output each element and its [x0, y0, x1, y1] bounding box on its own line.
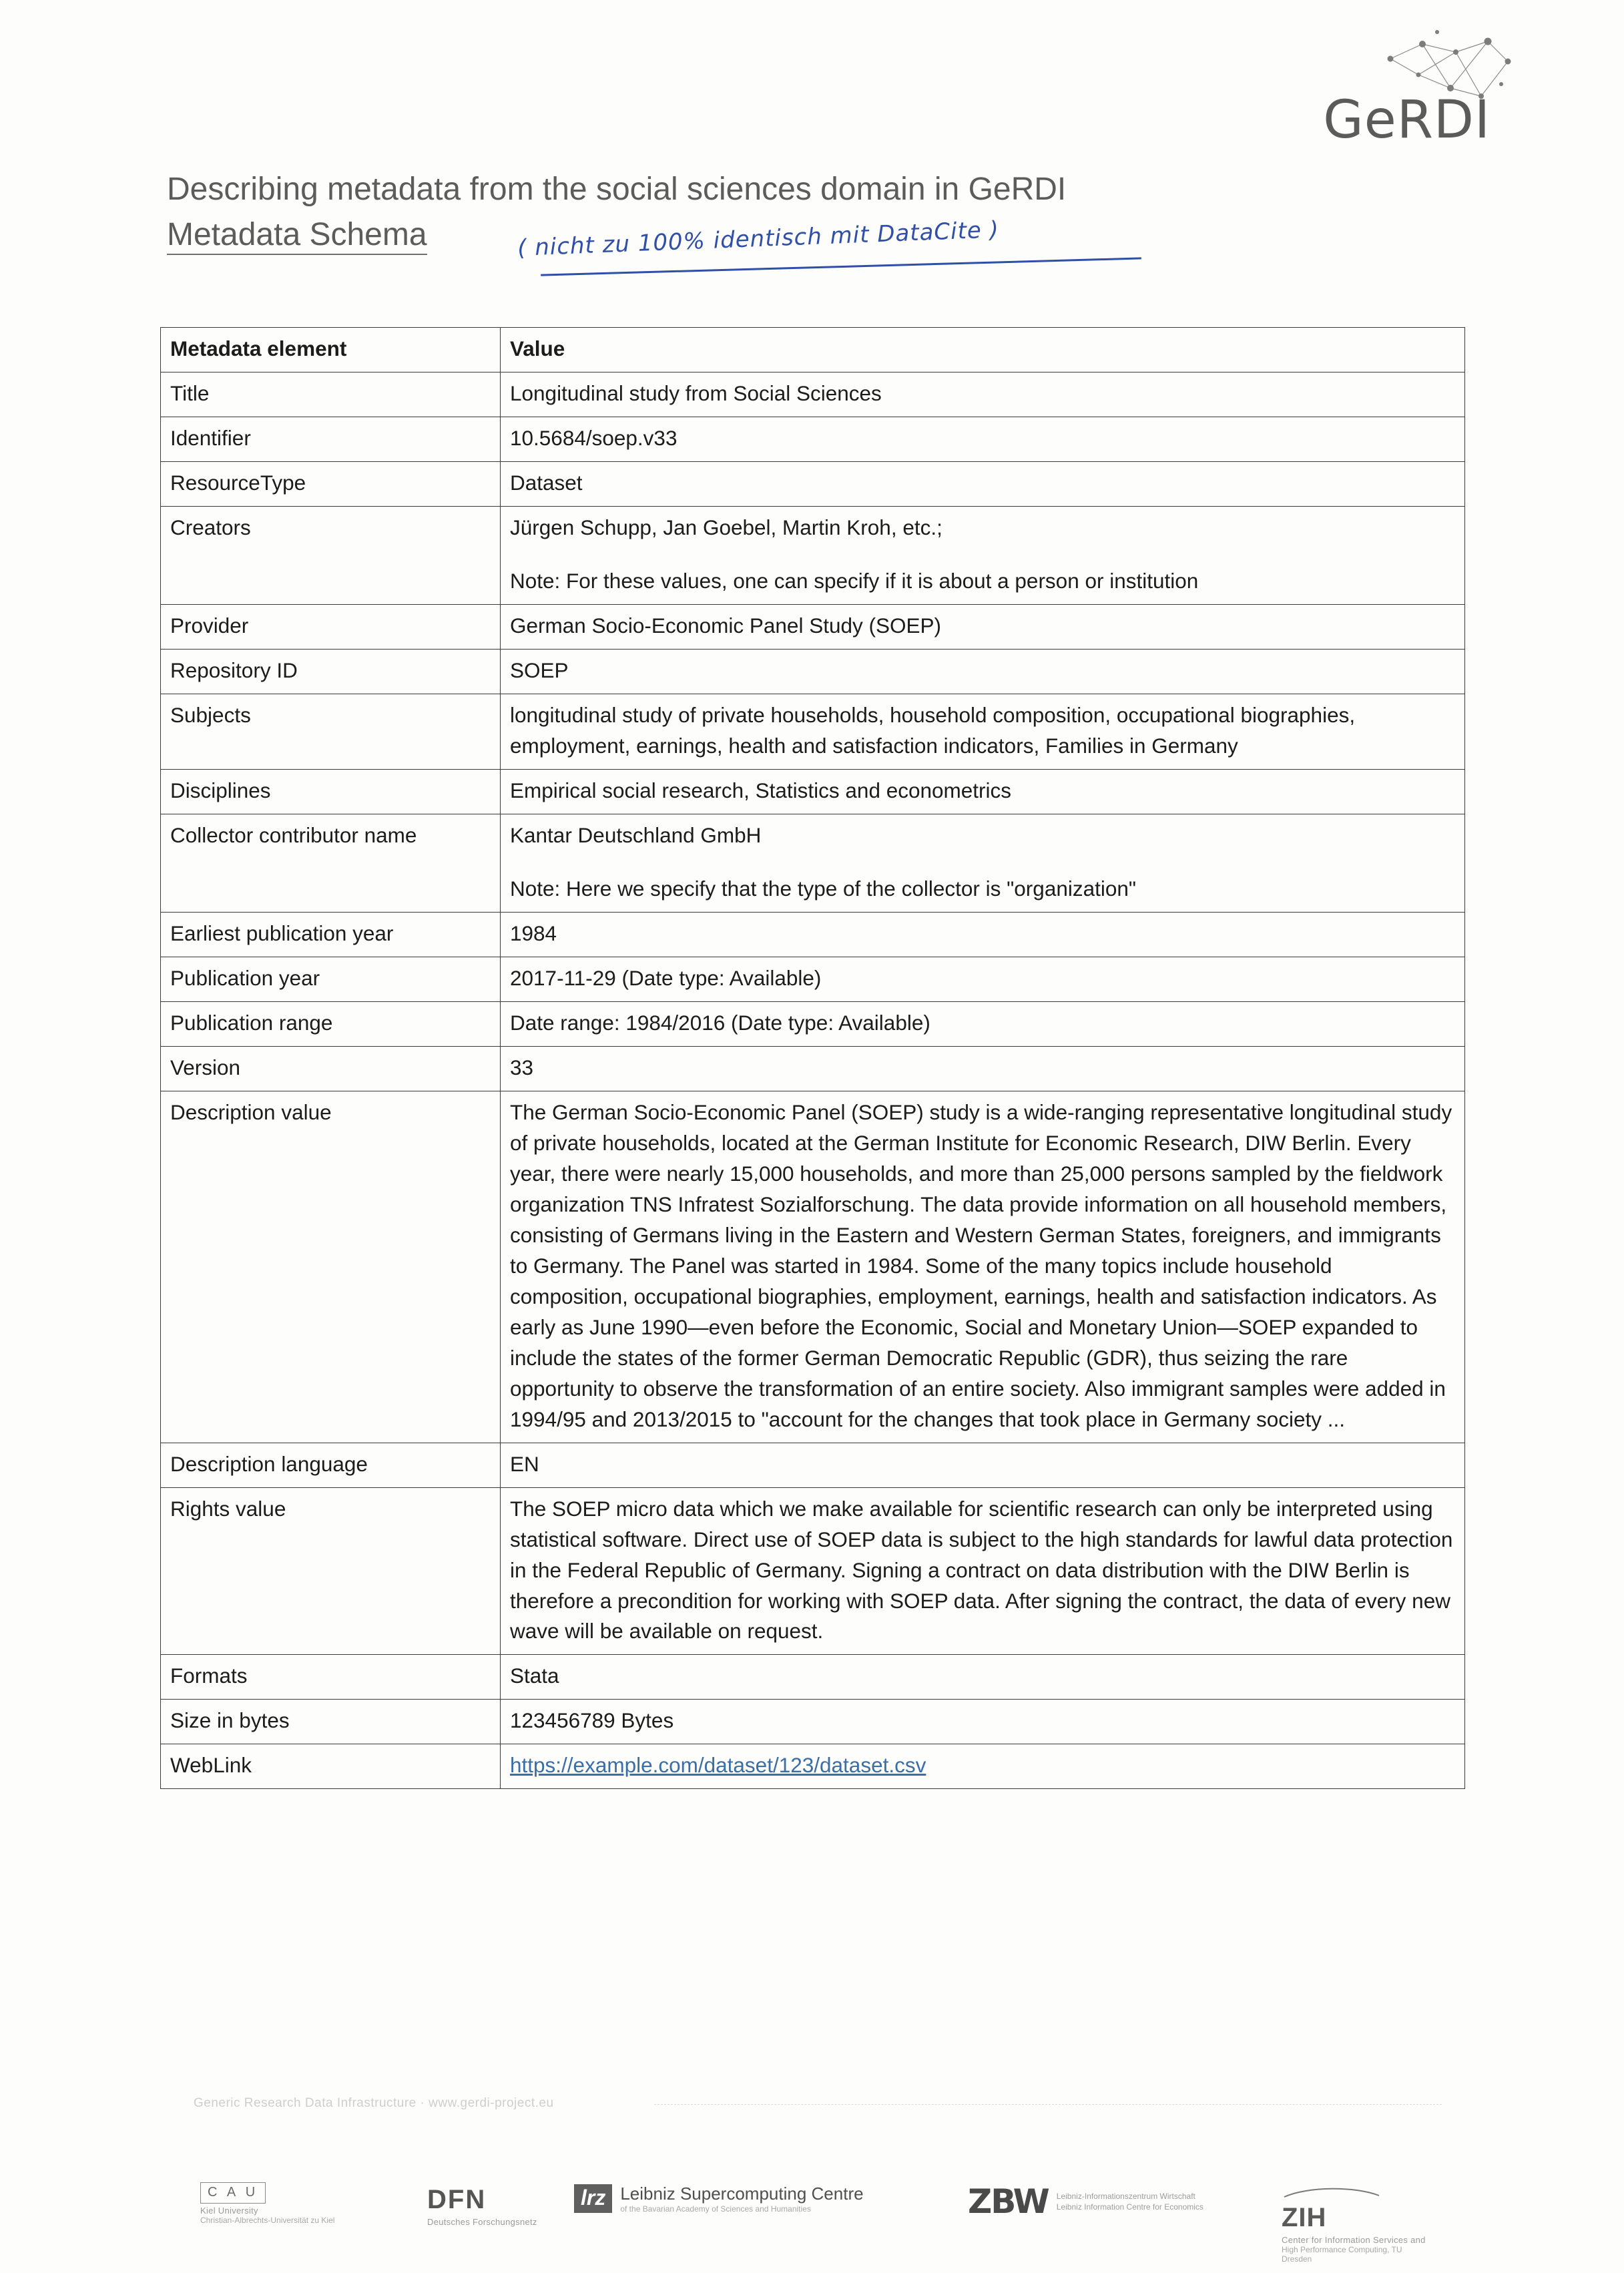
row-value [501, 1744, 1465, 1789]
handwritten-underline [541, 257, 1141, 276]
zbw-logo-sub: Leibniz-Informationszentrum Wirtschaft [1056, 2191, 1195, 2201]
dfn-logo-mark: DFN [427, 2185, 487, 2214]
cau-logo-sub: Kiel University [200, 2206, 258, 2216]
row-element: Earliest publication year [161, 912, 501, 957]
row-element: Rights value [161, 1487, 501, 1655]
cau-logo-mark: C A U [200, 2182, 266, 2204]
column-header-value: Value [501, 328, 1465, 372]
weblink-value[interactable]: https://example.com/dataset/123/dataset.csv [510, 1753, 926, 1778]
row-element: ResourceType [161, 461, 501, 506]
table-row [161, 1001, 1465, 1046]
row-element: Size in bytes [161, 1700, 501, 1744]
row-note: Note: For these values, one can specify if it is about a person or institution [510, 568, 1199, 593]
row-value: Empirical social research, Statistics and econometrics [501, 769, 1465, 814]
lrz-logo [574, 2184, 864, 2214]
row-element: Description value [161, 1091, 501, 1443]
row-element: Publication year [161, 957, 501, 1001]
table-row [161, 1744, 1465, 1789]
partner-logos [200, 2173, 1428, 2264]
row-value: 2017-11-29 (Date type: Available) [501, 957, 1465, 1001]
table-row [161, 604, 1465, 649]
row-value: The SOEP micro data which we make available for scientific research can only be interpreted using statistical software. Direct use of SOEP data is subject to the high standards for lawful data protection in the Federal Republic of Germany. Signing a contract on data distribution with the DIW Berlin is therefore a precondition for working with SOEP data. After signing the contract, the data of every new wave will be available on request. [501, 1487, 1465, 1655]
handwritten-note: ( nicht zu 100% identisch mit DataCite ) [517, 216, 1000, 262]
zih-logo-mark: ZIH [1282, 2203, 1327, 2232]
table-row [161, 1046, 1465, 1091]
row-value-text: Jürgen Schupp, Jan Goebel, Martin Kroh, etc.; [510, 515, 942, 539]
table-row [161, 649, 1465, 694]
row-value [501, 814, 1465, 912]
row-value: longitudinal study of private households, household composition, occupational biographies, employment, earnings, health and satisfaction indicators, Families in Germany [501, 694, 1465, 769]
metadata-table [160, 327, 1465, 1789]
table-row [161, 912, 1465, 957]
lrz-logo-mark: lrz [574, 2184, 612, 2213]
zih-logo-sub: Center for Information Services and [1282, 2235, 1426, 2245]
row-value: Stata [501, 1655, 1465, 1700]
row-element: Provider [161, 604, 501, 649]
row-value: 123456789 Bytes [501, 1700, 1465, 1744]
row-value: 1984 [501, 912, 1465, 957]
row-value: EN [501, 1443, 1465, 1487]
row-element: Description language [161, 1443, 501, 1487]
table-row [161, 417, 1465, 461]
table-row [161, 769, 1465, 814]
table-row [161, 814, 1465, 912]
table-header-row [161, 328, 1465, 372]
row-value: The German Socio-Economic Panel (SOEP) study is a wide-ranging representative longitudinal study of private households, located at the German Institute for Economic Research, DIW Berlin. Every year, there were nearly 15,000 households, and more than 25,000 persons sampled by the fieldwork organization TNS Infratest Sozialforschung. The data provide information on all household members, consisting of Germans living in the Eastern and Western German States, foreigners, and immigrants to Germany. The Panel was started in 1984. Some of the many topics include household composition, occupational biographies, employment, earnings, health and satisfaction indicators. As early as June 1990—even before the Economic, Social and Monetary Union—SOEP expanded to include the states of the former German Democratic Republic (GDR), thus seizing the rare opportunity to observe the transformation of an entire society. Also immigrant samples were added in 1994/95 and 2013/2015 to "account for the changes that took place in Germany society ... [501, 1091, 1465, 1443]
table-row [161, 1091, 1465, 1443]
row-element: WebLink [161, 1744, 501, 1789]
table-row [161, 1443, 1465, 1487]
row-value-text: Kantar Deutschland GmbH [510, 822, 762, 847]
table-row [161, 506, 1465, 604]
row-value: German Socio-Economic Panel Study (SOEP) [501, 604, 1465, 649]
row-element: Version [161, 1046, 501, 1091]
zbw-logo [968, 2182, 1203, 2221]
table-row [161, 957, 1465, 1001]
logo-wordmark: GeRDI [1323, 90, 1491, 150]
cau-logo [200, 2182, 334, 2225]
dfn-logo [427, 2185, 537, 2227]
page-title-line2: Metadata Schema [167, 217, 427, 255]
table-row [161, 372, 1465, 417]
zbw-logo-mark: ZBW [968, 2182, 1049, 2221]
row-value: 10.5684/soep.v33 [501, 417, 1465, 461]
row-element: Collector contributor name [161, 814, 501, 912]
footer-divider [654, 2104, 1442, 2105]
lrz-logo-sub: Leibniz Supercomputing Centre [620, 2184, 864, 2204]
table-row [161, 461, 1465, 506]
row-value: Date range: 1984/2016 (Date type: Available) [501, 1001, 1465, 1046]
row-note: Note: Here we specify that the type of the collector is "organization" [510, 876, 1137, 901]
table-row [161, 1655, 1465, 1700]
row-element: Creators [161, 506, 501, 604]
zih-logo-sub2: High Performance Computing, TU Dresden [1282, 2245, 1402, 2264]
metadata-table-wrapper [160, 327, 1465, 1789]
column-header-element: Metadata element [161, 328, 501, 372]
table-row [161, 694, 1465, 769]
zih-swoosh-icon [1282, 2185, 1382, 2200]
row-element: Publication range [161, 1001, 501, 1046]
row-element: Subjects [161, 694, 501, 769]
row-element: Repository ID [161, 649, 501, 694]
row-element: Formats [161, 1655, 501, 1700]
row-element: Disciplines [161, 769, 501, 814]
row-value: Longitudinal study from Social Sciences [501, 372, 1465, 417]
cau-logo-sub2: Christian-Albrechts-Universität zu Kiel [200, 2216, 335, 2225]
row-value [501, 506, 1465, 604]
zih-logo [1282, 2185, 1428, 2264]
table-row [161, 1700, 1465, 1744]
gerdi-logo [1217, 27, 1524, 154]
row-value: SOEP [501, 649, 1465, 694]
row-element: Identifier [161, 417, 501, 461]
page-title-line1: Describing metadata from the social sciences domain in GeRDI [167, 172, 1067, 207]
lrz-logo-sub2: of the Bavarian Academy of Sciences and Humanities [620, 2204, 811, 2214]
row-value: Dataset [501, 461, 1465, 506]
table-row [161, 1487, 1465, 1655]
dfn-logo-sub: Deutsches Forschungsnetz [427, 2217, 537, 2227]
row-value: 33 [501, 1046, 1465, 1091]
footer-tagline: Generic Research Data Infrastructure · www.gerdi-project.eu [194, 2096, 554, 2110]
row-element: Title [161, 372, 501, 417]
zbw-logo-sub2: Leibniz Information Centre for Economics [1056, 2202, 1203, 2212]
